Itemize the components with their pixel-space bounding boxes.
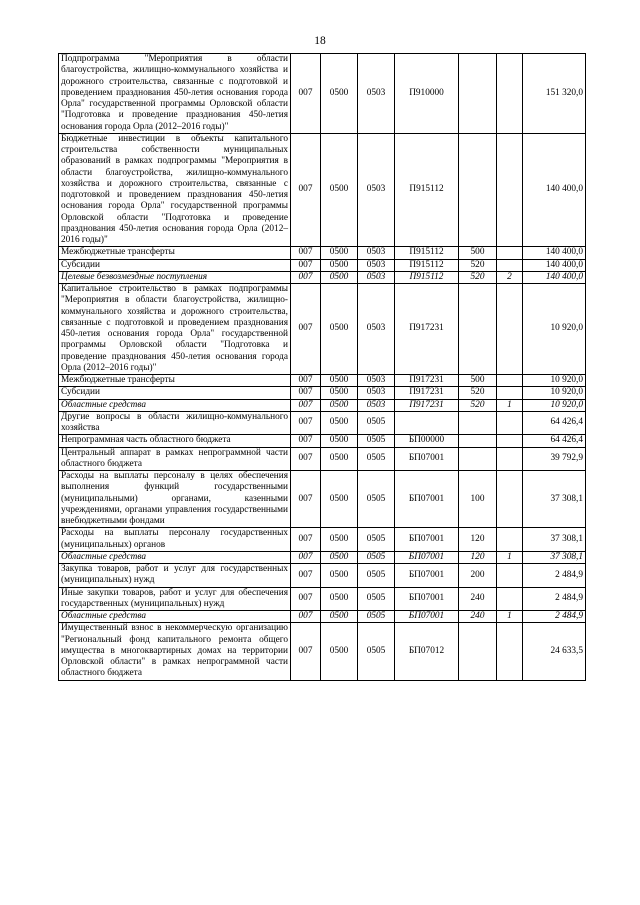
- section-code: 0500: [321, 471, 358, 528]
- expense-type-code: [459, 284, 497, 375]
- budget-item-name: Имущественный взнос в некоммерческую организацию "Региональный фонд капитального ремонта общего имущества в многоквартирных домах на территории Орловской области" в рамках непрограммной части областного бюджета: [59, 623, 291, 680]
- funding-source-code: [497, 528, 523, 552]
- ministry-code: 007: [291, 375, 321, 387]
- section-code: 0500: [321, 375, 358, 387]
- funding-source-code: [497, 133, 523, 247]
- ministry-code: 007: [291, 259, 321, 271]
- budget-item-name: Бюджетные инвестиции в объекты капитального строительства собственности муниципальных образований в рамках подпрограммы "Мероприятия в области благоустройства, жилищно-коммунального хозяйства и дорожного строительства, связанные с подготовкой и проведением празднования 450-летия основания города Орла" государственной программы Орловской области "Подготовка и проведение празднования 450-летия основания города Орла (2012–2016 годы)": [59, 133, 291, 247]
- section-code: 0500: [321, 411, 358, 435]
- section-code: 0500: [321, 259, 358, 271]
- subsection-code: 0505: [358, 611, 395, 623]
- target-article-code: [395, 411, 459, 435]
- funding-source-code: 1: [497, 399, 523, 411]
- table-row: [59, 435, 586, 447]
- funding-source-code: [497, 259, 523, 271]
- budget-item-name: Расходы на выплаты персоналу в целях обеспечения выполнения функций государственными (муниципальными) органами, казенными учреждениями, органами управления государственными внебюджетными фондами: [59, 471, 291, 528]
- budget-item-name: Непрограммная часть областного бюджета: [59, 435, 291, 447]
- amount: 64 426,4: [523, 411, 586, 435]
- table-row: [59, 247, 586, 259]
- expense-type-code: [459, 623, 497, 680]
- table-row-funding-source: [59, 611, 586, 623]
- budget-item-name: Субсидии: [59, 259, 291, 271]
- target-article-code: БП00000: [395, 435, 459, 447]
- table-row-funding-source: [59, 399, 586, 411]
- funding-source-code: [497, 564, 523, 588]
- budget-item-name: Межбюджетные трансферты: [59, 247, 291, 259]
- amount: 10 920,0: [523, 375, 586, 387]
- table-row: [59, 133, 586, 247]
- target-article-code: БП07001: [395, 611, 459, 623]
- funding-source-code: [497, 387, 523, 399]
- amount: 37 308,1: [523, 551, 586, 563]
- amount: 37 308,1: [523, 528, 586, 552]
- section-code: 0500: [321, 387, 358, 399]
- target-article-code: БП07001: [395, 471, 459, 528]
- table-row: [59, 447, 586, 471]
- subsection-code: 0505: [358, 411, 395, 435]
- expense-type-code: 520: [459, 259, 497, 271]
- amount: 140 400,0: [523, 247, 586, 259]
- expense-type-code: 500: [459, 375, 497, 387]
- target-article-code: П915112: [395, 247, 459, 259]
- section-code: 0500: [321, 447, 358, 471]
- ministry-code: 007: [291, 399, 321, 411]
- target-article-code: БП07001: [395, 564, 459, 588]
- expense-type-code: 520: [459, 387, 497, 399]
- subsection-code: 0503: [358, 284, 395, 375]
- section-code: 0500: [321, 528, 358, 552]
- budget-item-name: Центральный аппарат в рамках непрограммной части областного бюджета: [59, 447, 291, 471]
- amount: 10 920,0: [523, 284, 586, 375]
- funding-source-code: [497, 471, 523, 528]
- amount: 24 633,5: [523, 623, 586, 680]
- subsection-code: 0505: [358, 471, 395, 528]
- table-row-funding-source: [59, 271, 586, 283]
- subsection-code: 0503: [358, 271, 395, 283]
- amount: 64 426,4: [523, 435, 586, 447]
- expense-type-code: [459, 435, 497, 447]
- ministry-code: 007: [291, 611, 321, 623]
- amount: 37 308,1: [523, 471, 586, 528]
- budget-item-name: Расходы на выплаты персоналу государственных (муниципальных) органов: [59, 528, 291, 552]
- ministry-code: 007: [291, 528, 321, 552]
- expense-type-code: 240: [459, 611, 497, 623]
- table-row: [59, 564, 586, 588]
- section-code: 0500: [321, 54, 358, 134]
- budget-item-name: Закупка товаров, работ и услуг для государственных (муниципальных) нужд: [59, 564, 291, 588]
- amount: 2 484,9: [523, 611, 586, 623]
- budget-item-name: Областные средства: [59, 399, 291, 411]
- expense-type-code: 120: [459, 528, 497, 552]
- funding-source-code: 1: [497, 611, 523, 623]
- budget-item-name: Областные средства: [59, 551, 291, 563]
- ministry-code: 007: [291, 551, 321, 563]
- ministry-code: 007: [291, 435, 321, 447]
- table-row: [59, 375, 586, 387]
- subsection-code: 0503: [358, 133, 395, 247]
- budget-item-name: Областные средства: [59, 611, 291, 623]
- expense-type-code: 520: [459, 271, 497, 283]
- section-code: 0500: [321, 399, 358, 411]
- amount: 2 484,9: [523, 564, 586, 588]
- funding-source-code: [497, 375, 523, 387]
- amount: 140 400,0: [523, 271, 586, 283]
- page-number: 18: [314, 35, 326, 47]
- subsection-code: 0503: [358, 259, 395, 271]
- target-article-code: БП07012: [395, 623, 459, 680]
- funding-source-code: [497, 587, 523, 611]
- ministry-code: 007: [291, 564, 321, 588]
- subsection-code: 0503: [358, 399, 395, 411]
- subsection-code: 0503: [358, 387, 395, 399]
- funding-source-code: 1: [497, 551, 523, 563]
- table-row: [59, 471, 586, 528]
- target-article-code: П917231: [395, 399, 459, 411]
- funding-source-code: [497, 54, 523, 134]
- table-row: [59, 54, 586, 134]
- amount: 140 400,0: [523, 133, 586, 247]
- section-code: 0500: [321, 133, 358, 247]
- target-article-code: П915112: [395, 259, 459, 271]
- amount: 151 320,0: [523, 54, 586, 134]
- budget-item-name: Целевые безвозмездные поступления: [59, 271, 291, 283]
- amount: 39 792,9: [523, 447, 586, 471]
- budget-table: [58, 53, 586, 681]
- subsection-code: 0505: [358, 587, 395, 611]
- subsection-code: 0505: [358, 551, 395, 563]
- table-row: [59, 587, 586, 611]
- table-row: [59, 284, 586, 375]
- expense-type-code: [459, 133, 497, 247]
- table-row: [59, 387, 586, 399]
- ministry-code: 007: [291, 133, 321, 247]
- section-code: 0500: [321, 284, 358, 375]
- expense-type-code: [459, 411, 497, 435]
- expense-type-code: 240: [459, 587, 497, 611]
- funding-source-code: [497, 247, 523, 259]
- table-row: [59, 623, 586, 680]
- expense-type-code: 200: [459, 564, 497, 588]
- ministry-code: 007: [291, 387, 321, 399]
- expense-type-code: 500: [459, 247, 497, 259]
- section-code: 0500: [321, 587, 358, 611]
- target-article-code: П917231: [395, 284, 459, 375]
- ministry-code: 007: [291, 271, 321, 283]
- subsection-code: 0503: [358, 247, 395, 259]
- ministry-code: 007: [291, 284, 321, 375]
- target-article-code: П915112: [395, 271, 459, 283]
- amount: 10 920,0: [523, 399, 586, 411]
- subsection-code: 0505: [358, 623, 395, 680]
- section-code: 0500: [321, 564, 358, 588]
- section-code: 0500: [321, 623, 358, 680]
- ministry-code: 007: [291, 247, 321, 259]
- funding-source-code: 2: [497, 271, 523, 283]
- subsection-code: 0505: [358, 564, 395, 588]
- section-code: 0500: [321, 271, 358, 283]
- ministry-code: 007: [291, 447, 321, 471]
- section-code: 0500: [321, 435, 358, 447]
- subsection-code: 0503: [358, 375, 395, 387]
- expense-type-code: 120: [459, 551, 497, 563]
- subsection-code: 0505: [358, 447, 395, 471]
- expense-type-code: 100: [459, 471, 497, 528]
- target-article-code: БП07001: [395, 551, 459, 563]
- funding-source-code: [497, 284, 523, 375]
- expense-type-code: [459, 54, 497, 134]
- section-code: 0500: [321, 611, 358, 623]
- funding-source-code: [497, 623, 523, 680]
- subsection-code: 0505: [358, 528, 395, 552]
- budget-item-name: Иные закупки товаров, работ и услуг для обеспечения государственных (муниципальных) нужд: [59, 587, 291, 611]
- target-article-code: П917231: [395, 375, 459, 387]
- budget-item-name: Субсидии: [59, 387, 291, 399]
- budget-item-name: Межбюджетные трансферты: [59, 375, 291, 387]
- subsection-code: 0503: [358, 54, 395, 134]
- target-article-code: П910000: [395, 54, 459, 134]
- budget-item-name: Другие вопросы в области жилищно-коммунального хозяйства: [59, 411, 291, 435]
- target-article-code: П915112: [395, 133, 459, 247]
- funding-source-code: [497, 435, 523, 447]
- subsection-code: 0505: [358, 435, 395, 447]
- target-article-code: БП07001: [395, 587, 459, 611]
- ministry-code: 007: [291, 54, 321, 134]
- table-row: [59, 528, 586, 552]
- budget-item-name: Капитальное строительство в рамках подпрограммы "Мероприятия в области благоустройства, жилищно-коммунального хозяйства и дорожного строительства, связанные с подготовкой и проведением празднования 450-летия основания города Орла" государственной программы Орловской области "Подготовка и проведение празднования 450-летия основания города Орла (2012–2016 годы)": [59, 284, 291, 375]
- table-row: [59, 259, 586, 271]
- amount: 2 484,9: [523, 587, 586, 611]
- expense-type-code: [459, 447, 497, 471]
- ministry-code: 007: [291, 587, 321, 611]
- target-article-code: БП07001: [395, 528, 459, 552]
- amount: 140 400,0: [523, 259, 586, 271]
- target-article-code: БП07001: [395, 447, 459, 471]
- table-row-funding-source: [59, 551, 586, 563]
- section-code: 0500: [321, 551, 358, 563]
- target-article-code: П917231: [395, 387, 459, 399]
- amount: 10 920,0: [523, 387, 586, 399]
- budget-item-name: Подпрограмма "Мероприятия в области благоустройства, жилищно-коммунального хозяйства и дорожного строительства, связанные с подготовкой и проведением празднования 450-летия основания города Орла" государственной программы Орловской области "Подготовка и проведение празднования 450-летия основания города Орла (2012–2016 годы)": [59, 54, 291, 134]
- table-row: [59, 411, 586, 435]
- expense-type-code: 520: [459, 399, 497, 411]
- ministry-code: 007: [291, 411, 321, 435]
- ministry-code: 007: [291, 623, 321, 680]
- section-code: 0500: [321, 247, 358, 259]
- funding-source-code: [497, 447, 523, 471]
- ministry-code: 007: [291, 471, 321, 528]
- funding-source-code: [497, 411, 523, 435]
